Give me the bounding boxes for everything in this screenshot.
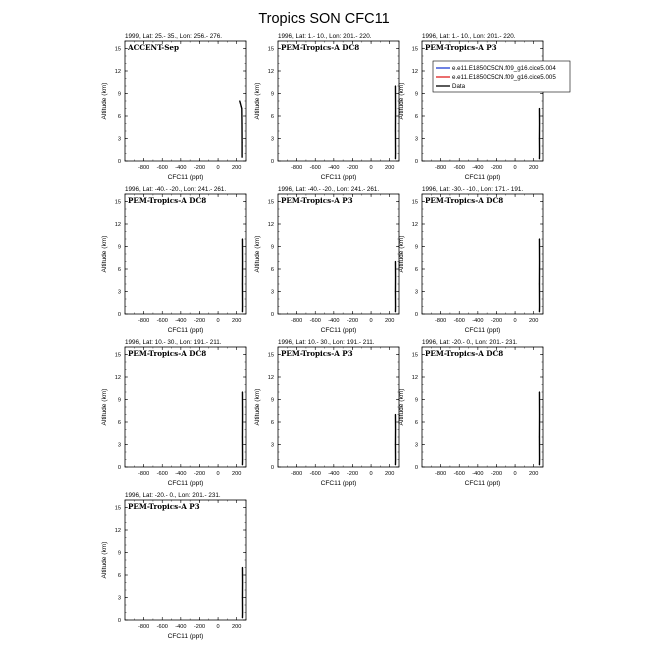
data-point bbox=[242, 414, 243, 415]
data-point bbox=[242, 311, 243, 312]
x-tick-label: -800 bbox=[291, 318, 303, 324]
panel-label: PEM-Tropics-A DC8 bbox=[128, 196, 207, 205]
data-point bbox=[242, 617, 243, 618]
data-point bbox=[395, 414, 396, 415]
x-tick-label: -800 bbox=[291, 471, 303, 477]
x-tick-label: -800 bbox=[435, 165, 447, 171]
y-tick-label: 6 bbox=[414, 114, 418, 120]
panel-header: 1996, Lat: -20.- 0., Lon: 201.- 231. bbox=[422, 339, 518, 346]
x-tick-label: 200 bbox=[529, 318, 539, 324]
y-axis-label: Altitude (km) bbox=[398, 388, 405, 426]
data-point bbox=[539, 108, 540, 109]
x-tick-label: 0 bbox=[369, 471, 373, 477]
data-point bbox=[242, 464, 243, 465]
x-axis-label: CFC11 (ppt) bbox=[167, 174, 204, 181]
panel-label: PEM-Tropics-A P3 bbox=[128, 502, 200, 511]
x-tick-label: 0 bbox=[513, 318, 517, 324]
data-point bbox=[539, 414, 540, 415]
y-tick-label: 3 bbox=[117, 136, 121, 143]
x-axis-label: CFC11 (ppt) bbox=[167, 480, 204, 487]
panel-header: 1996, Lat: 10.- 30., Lon: 191.- 211. bbox=[278, 339, 375, 346]
y-tick-label: 9 bbox=[270, 91, 274, 98]
data-point bbox=[395, 130, 396, 131]
data-point bbox=[539, 238, 540, 239]
y-tick-label: 15 bbox=[267, 352, 274, 359]
y-tick-label: 9 bbox=[414, 91, 418, 98]
y-axis-label: Altitude (km) bbox=[254, 82, 261, 120]
data-point bbox=[539, 261, 540, 262]
x-axis-label: CFC11 (ppt) bbox=[320, 174, 357, 181]
data-point bbox=[539, 306, 540, 307]
data-point bbox=[395, 261, 396, 262]
x-tick-label: -400 bbox=[175, 165, 187, 171]
y-axis-label: Altitude (km) bbox=[398, 235, 405, 273]
y-tick-label: 15 bbox=[114, 505, 121, 512]
data-point bbox=[395, 158, 396, 159]
x-tick-label: 0 bbox=[369, 165, 373, 171]
x-tick-label: 200 bbox=[385, 318, 395, 324]
y-tick-label: 0 bbox=[414, 312, 418, 318]
data-point bbox=[539, 459, 540, 460]
x-tick-label: 200 bbox=[385, 165, 395, 171]
y-tick-label: 12 bbox=[267, 375, 274, 381]
x-tick-label: -400 bbox=[472, 165, 484, 171]
y-tick-label: 3 bbox=[117, 442, 121, 449]
panel-header: 1996, Lat: 1.- 10., Lon: 201.- 220. bbox=[278, 33, 372, 40]
y-axis-label: Altitude (km) bbox=[101, 388, 108, 426]
y-tick-label: 9 bbox=[117, 91, 121, 98]
y-tick-label: 15 bbox=[114, 199, 121, 206]
data-point bbox=[242, 597, 243, 598]
x-tick-label: -200 bbox=[346, 318, 359, 324]
y-tick-label: 15 bbox=[411, 199, 418, 206]
figure-title: Tropics SON CFC11 bbox=[258, 11, 390, 27]
x-tick-label: 0 bbox=[513, 471, 517, 477]
x-tick-label: -600 bbox=[309, 471, 321, 477]
data-point bbox=[395, 276, 396, 277]
y-axis-label: Altitude (km) bbox=[254, 235, 261, 273]
x-tick-label: 0 bbox=[216, 624, 220, 630]
panel-label: PEM-Tropics-A P3 bbox=[281, 196, 353, 205]
y-tick-label: 0 bbox=[270, 465, 274, 471]
data-point bbox=[242, 261, 243, 262]
y-tick-label: 3 bbox=[117, 289, 121, 296]
x-tick-label: -400 bbox=[328, 165, 340, 171]
y-tick-label: 9 bbox=[270, 244, 274, 251]
y-tick-label: 0 bbox=[117, 618, 121, 624]
y-tick-label: 0 bbox=[117, 159, 121, 165]
data-point bbox=[539, 138, 540, 139]
y-axis-label: Altitude (km) bbox=[101, 82, 108, 120]
data-point bbox=[241, 157, 242, 158]
y-tick-label: 6 bbox=[117, 114, 121, 120]
data-point bbox=[241, 106, 242, 107]
y-tick-label: 15 bbox=[114, 46, 121, 53]
panel-header: 1996, Lat: -40.- -20., Lon: 241.- 261. bbox=[278, 186, 380, 193]
x-tick-label: -200 bbox=[346, 471, 359, 477]
y-tick-label: 0 bbox=[414, 465, 418, 471]
x-tick-label: -800 bbox=[138, 165, 150, 171]
data-point bbox=[241, 108, 242, 109]
legend-entry-label: e.e11.E1850C5CN.f09_g16.cice5.005 bbox=[452, 74, 556, 82]
data-point bbox=[539, 311, 540, 312]
data-point bbox=[395, 306, 396, 307]
data-point bbox=[242, 238, 243, 239]
data-point bbox=[242, 391, 243, 392]
y-tick-label: 6 bbox=[270, 420, 274, 426]
x-tick-label: -600 bbox=[156, 165, 168, 171]
x-tick-label: -600 bbox=[309, 318, 321, 324]
x-tick-label: -200 bbox=[193, 471, 206, 477]
y-tick-label: 9 bbox=[117, 550, 121, 557]
x-axis-label: CFC11 (ppt) bbox=[167, 633, 204, 640]
y-tick-label: 3 bbox=[270, 136, 274, 143]
data-point bbox=[242, 612, 243, 613]
data-point bbox=[242, 582, 243, 583]
data-point bbox=[539, 158, 540, 159]
y-tick-label: 6 bbox=[117, 420, 121, 426]
y-tick-label: 12 bbox=[411, 375, 418, 381]
y-tick-label: 0 bbox=[117, 312, 121, 318]
x-tick-label: -800 bbox=[138, 624, 150, 630]
data-point bbox=[539, 391, 540, 392]
x-tick-label: 200 bbox=[232, 624, 242, 630]
data-point bbox=[395, 459, 396, 460]
x-tick-label: 0 bbox=[216, 318, 220, 324]
y-tick-label: 0 bbox=[270, 312, 274, 318]
data-point bbox=[239, 100, 240, 101]
x-tick-label: 200 bbox=[232, 471, 242, 477]
y-tick-label: 12 bbox=[114, 375, 121, 381]
x-tick-label: 0 bbox=[369, 318, 373, 324]
x-tick-label: -200 bbox=[193, 624, 206, 630]
x-tick-label: -200 bbox=[490, 471, 503, 477]
y-tick-label: 3 bbox=[270, 442, 274, 449]
data-point bbox=[241, 142, 242, 143]
panel-label: PEM-Tropics-A DC8 bbox=[128, 349, 207, 358]
y-tick-label: 3 bbox=[414, 289, 418, 296]
legend bbox=[433, 61, 570, 92]
data-point bbox=[539, 123, 540, 124]
x-tick-label: -200 bbox=[346, 165, 359, 171]
x-axis-label: CFC11 (ppt) bbox=[464, 327, 501, 334]
panel-label: PEM-Tropics-A DC8 bbox=[281, 43, 360, 52]
y-tick-label: 12 bbox=[411, 69, 418, 75]
x-axis-label: CFC11 (ppt) bbox=[167, 327, 204, 334]
panel-label: PEM-Tropics-A DC8 bbox=[425, 196, 504, 205]
y-axis-label: Altitude (km) bbox=[101, 541, 108, 579]
y-tick-label: 12 bbox=[267, 69, 274, 75]
y-axis-label: Altitude (km) bbox=[101, 235, 108, 273]
y-tick-label: 0 bbox=[270, 159, 274, 165]
x-tick-label: -600 bbox=[156, 318, 168, 324]
data-point bbox=[241, 123, 242, 124]
data-point bbox=[242, 567, 243, 568]
y-tick-label: 9 bbox=[414, 397, 418, 404]
x-tick-label: -400 bbox=[328, 471, 340, 477]
x-tick-label: -400 bbox=[472, 318, 484, 324]
x-tick-label: -800 bbox=[138, 471, 150, 477]
panel-header: 1996, Lat: 10.- 30., Lon: 191.- 211. bbox=[125, 339, 222, 346]
y-tick-label: 9 bbox=[117, 244, 121, 251]
data-point bbox=[395, 444, 396, 445]
panel-label: PEM-Tropics-A DC8 bbox=[425, 349, 504, 358]
x-tick-label: -600 bbox=[156, 471, 168, 477]
x-tick-label: 0 bbox=[216, 165, 220, 171]
x-tick-label: -400 bbox=[328, 318, 340, 324]
data-point bbox=[395, 153, 396, 154]
data-point bbox=[395, 291, 396, 292]
y-tick-label: 6 bbox=[117, 573, 121, 579]
y-tick-label: 6 bbox=[414, 420, 418, 426]
data-point bbox=[539, 153, 540, 154]
y-tick-label: 6 bbox=[270, 267, 274, 273]
y-tick-label: 3 bbox=[414, 136, 418, 143]
legend-entry-label: Data bbox=[452, 83, 466, 91]
data-point bbox=[240, 103, 241, 104]
y-tick-label: 3 bbox=[414, 442, 418, 449]
y-tick-label: 6 bbox=[270, 114, 274, 120]
y-tick-label: 0 bbox=[117, 465, 121, 471]
data-point bbox=[539, 283, 540, 284]
x-tick-label: 200 bbox=[232, 165, 242, 171]
x-tick-label: -200 bbox=[193, 318, 206, 324]
panel-label: PEM-Tropics-A P3 bbox=[425, 43, 497, 52]
x-tick-label: -800 bbox=[138, 318, 150, 324]
data-point bbox=[242, 459, 243, 460]
y-tick-label: 12 bbox=[114, 69, 121, 75]
y-tick-label: 9 bbox=[270, 397, 274, 404]
data-point bbox=[242, 283, 243, 284]
x-tick-label: 200 bbox=[385, 471, 395, 477]
x-axis-label: CFC11 (ppt) bbox=[320, 480, 357, 487]
legend-entry-label: e.e11.E1850C5CN.f09_g16.cice5.004 bbox=[452, 65, 556, 73]
y-tick-label: 15 bbox=[411, 46, 418, 53]
x-tick-label: -400 bbox=[175, 624, 187, 630]
y-tick-label: 9 bbox=[117, 397, 121, 404]
y-tick-label: 3 bbox=[117, 595, 121, 602]
y-tick-label: 12 bbox=[114, 222, 121, 228]
data-point bbox=[539, 436, 540, 437]
y-tick-label: 15 bbox=[267, 46, 274, 53]
x-axis-label: CFC11 (ppt) bbox=[464, 174, 501, 181]
x-tick-label: -800 bbox=[435, 471, 447, 477]
y-tick-label: 15 bbox=[114, 352, 121, 359]
x-tick-label: -600 bbox=[156, 624, 168, 630]
panel-header: 1996, Lat: -20.- 0., Lon: 201.- 231. bbox=[125, 492, 221, 499]
panel-header: 1996, Lat: -30.- -10., Lon: 171.- 191. bbox=[422, 186, 524, 193]
panel-header: 1996, Lat: -40.- -20., Lon: 241.- 261. bbox=[125, 186, 227, 193]
x-tick-label: -600 bbox=[453, 318, 465, 324]
x-tick-label: -800 bbox=[435, 318, 447, 324]
panel-header: 1996, Lat: 1.- 10., Lon: 201.- 220. bbox=[422, 33, 516, 40]
x-tick-label: 200 bbox=[529, 471, 539, 477]
data-point bbox=[242, 436, 243, 437]
y-tick-label: 12 bbox=[267, 222, 274, 228]
x-tick-label: -600 bbox=[309, 165, 321, 171]
y-tick-label: 0 bbox=[414, 159, 418, 165]
data-point bbox=[395, 311, 396, 312]
x-tick-label: -200 bbox=[490, 318, 503, 324]
x-tick-label: 0 bbox=[513, 165, 517, 171]
y-axis-label: Altitude (km) bbox=[398, 82, 405, 120]
y-tick-label: 6 bbox=[414, 267, 418, 273]
x-tick-label: -400 bbox=[175, 318, 187, 324]
x-tick-label: -800 bbox=[291, 165, 303, 171]
x-axis-label: CFC11 (ppt) bbox=[320, 327, 357, 334]
x-tick-label: -200 bbox=[490, 165, 503, 171]
panel-label: ACCENT-Sep bbox=[128, 43, 179, 52]
x-tick-label: -400 bbox=[472, 471, 484, 477]
x-tick-label: -200 bbox=[193, 165, 206, 171]
y-tick-label: 15 bbox=[411, 352, 418, 359]
y-tick-label: 15 bbox=[267, 199, 274, 206]
data-point bbox=[395, 429, 396, 430]
y-tick-label: 12 bbox=[114, 528, 121, 534]
data-point bbox=[539, 464, 540, 465]
y-axis-label: Altitude (km) bbox=[254, 388, 261, 426]
y-tick-label: 9 bbox=[414, 244, 418, 251]
y-tick-label: 6 bbox=[117, 267, 121, 273]
x-tick-label: 200 bbox=[232, 318, 242, 324]
panel-header: 1999, Lat: 25.- 35., Lon: 256.- 276. bbox=[125, 33, 222, 40]
x-tick-label: -600 bbox=[453, 471, 465, 477]
y-tick-label: 12 bbox=[411, 222, 418, 228]
x-tick-label: -600 bbox=[453, 165, 465, 171]
data-point bbox=[395, 464, 396, 465]
panel-label: PEM-Tropics-A P3 bbox=[281, 349, 353, 358]
data-point bbox=[395, 85, 396, 86]
data-point bbox=[395, 108, 396, 109]
x-tick-label: 200 bbox=[529, 165, 539, 171]
x-tick-label: -400 bbox=[175, 471, 187, 477]
y-tick-label: 3 bbox=[270, 289, 274, 296]
data-point bbox=[242, 306, 243, 307]
x-tick-label: 0 bbox=[216, 471, 220, 477]
x-axis-label: CFC11 (ppt) bbox=[464, 480, 501, 487]
